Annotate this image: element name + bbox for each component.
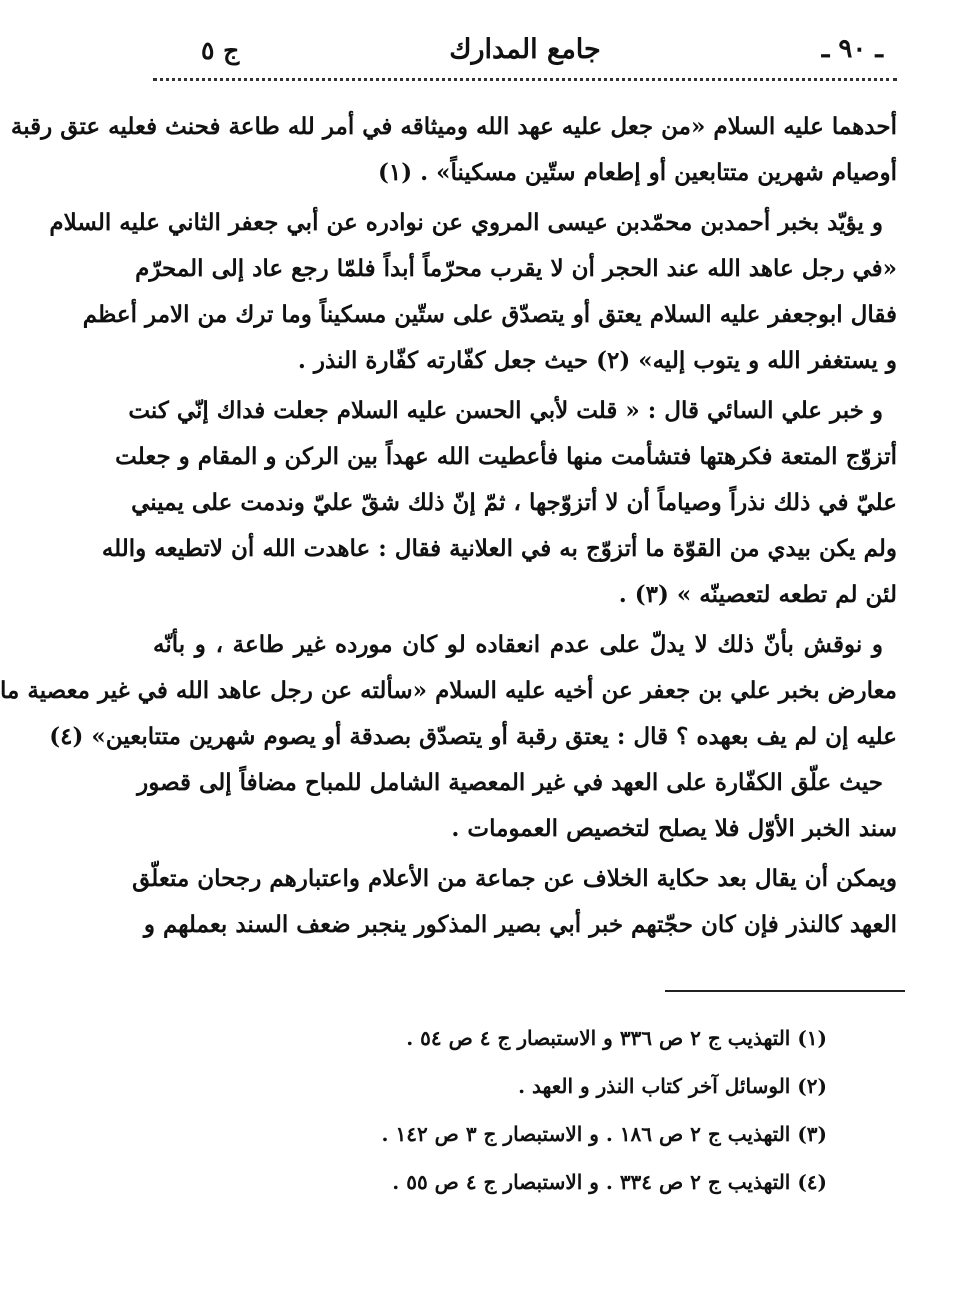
text-line: معارض بخبر علي بن جعفر عن أخيه عليه السلام «سألته عن رجل عاهد الله في غير معصية ما	[0, 677, 897, 704]
footnote: (٣) التهذيب ج ٢ ص ١٨٦ . و الاستبصار ج ٣ ص ١٤٢ .	[381, 1122, 827, 1146]
paragraph	[10, 104, 897, 196]
text-line: سند الخبر الأوّل فلا يصلح لتخصيص العمومات .	[451, 815, 897, 842]
footnotes	[153, 1014, 897, 1206]
footnote: (٤) التهذيب ج ٢ ص ٣٣٤ . و الاستبصار ج ٤ ص ٥٥ .	[392, 1170, 827, 1194]
text-line: عليه إن لم يف بعهده ؟ قال : يعتق رقبة أو يتصدّق بصدقة أو يصوم شهرين متتابعين» (٤)	[49, 723, 897, 750]
text-line: «في رجل عاهد الله عند الحجر أن لا يقرب محرّماً أبداً فلمّا رجع عاد إلى المحرّم	[135, 255, 897, 282]
footnote-divider	[665, 990, 905, 992]
header-divider	[153, 78, 897, 81]
text-line: و يستغفر الله و يتوب إليه» (٢) حيث جعل كفّارته كفّارة النذر .	[297, 347, 897, 374]
footnote: (١) التهذيب ج ٢ ص ٣٣٦ و الاستبصار ج ٤ ص ٥٤ .	[406, 1026, 827, 1050]
text-line: و نوقش بأنّ ذلك لا يدلّ على عدم انعقاده لو كان مورده غير طاعة ، و بأنّه	[153, 631, 883, 658]
text-line: و يؤيّد بخبر أحمدبن محمّدبن عيسى المروي عن نوادره عن أبي جعفر الثاني عليه السلام	[49, 209, 883, 236]
footnote: (٢) الوسائل آخر كتاب النذر و العهد .	[518, 1074, 827, 1098]
paragraph	[101, 388, 897, 618]
text-line: فقال ابوجعفر عليه السلام يعتق أو يتصدّق على ستّين مسكيناً وما ترك من الامر أعظم	[82, 301, 897, 328]
text-line: أوصيام شهرين متتابعين أو إطعام ستّين مسكيناً» . (١)	[377, 159, 897, 186]
volume-label: ج ٥	[201, 36, 240, 65]
paragraph	[132, 856, 897, 948]
book-title: جامع المدارك	[449, 34, 601, 65]
main-text	[0, 104, 897, 948]
paragraph	[49, 200, 897, 384]
text-line: و خبر علي السائي قال : « قلت لأبي الحسن عليه السلام جعلت فداك إنّي كنت	[128, 397, 883, 424]
text-line: ويمكن أن يقال بعد حكاية الخلاف عن جماعة من الأعلام واعتبارهم رجحان متعلّق	[132, 865, 897, 892]
paragraph	[0, 622, 897, 852]
text-line: العهد كالنذر فإن كان حجّتهم خبر أبي بصير المذكور ينجبر ضعف السند بعملهم و	[143, 911, 897, 938]
text-line: حيث علّق الكفّارة على العهد في غير المعصية الشامل للمباح مضافاً إلى قصور	[137, 769, 883, 796]
page-header	[153, 30, 897, 82]
text-line: أحدهما عليه السلام «من جعل عليه عهد الله وميثاقه في أمر لله طاعة فحنث فعليه عتق رقبة	[10, 113, 897, 140]
text-line: ولم يكن بيدي من القوّة ما أتزوّج به في العلانية فقال : عاهدت الله أن لاتطيعه والله	[101, 535, 897, 562]
page-number: ـ ٩٠ ـ	[821, 34, 883, 64]
text-line: عليّ في ذلك نذراً وصياماً أن لا أتزوّجها ، ثمّ إنّ ذلك شقّ عليّ وندمت على يميني	[131, 489, 897, 516]
text-line: أتزوّج المتعة فكرهتها فتشأمت منها فأعطيت الله عهداً بين الركن و المقام و جعلت	[115, 443, 897, 470]
text-line: لئن لم تطعه لتعصينّه » (٣) .	[618, 581, 897, 608]
